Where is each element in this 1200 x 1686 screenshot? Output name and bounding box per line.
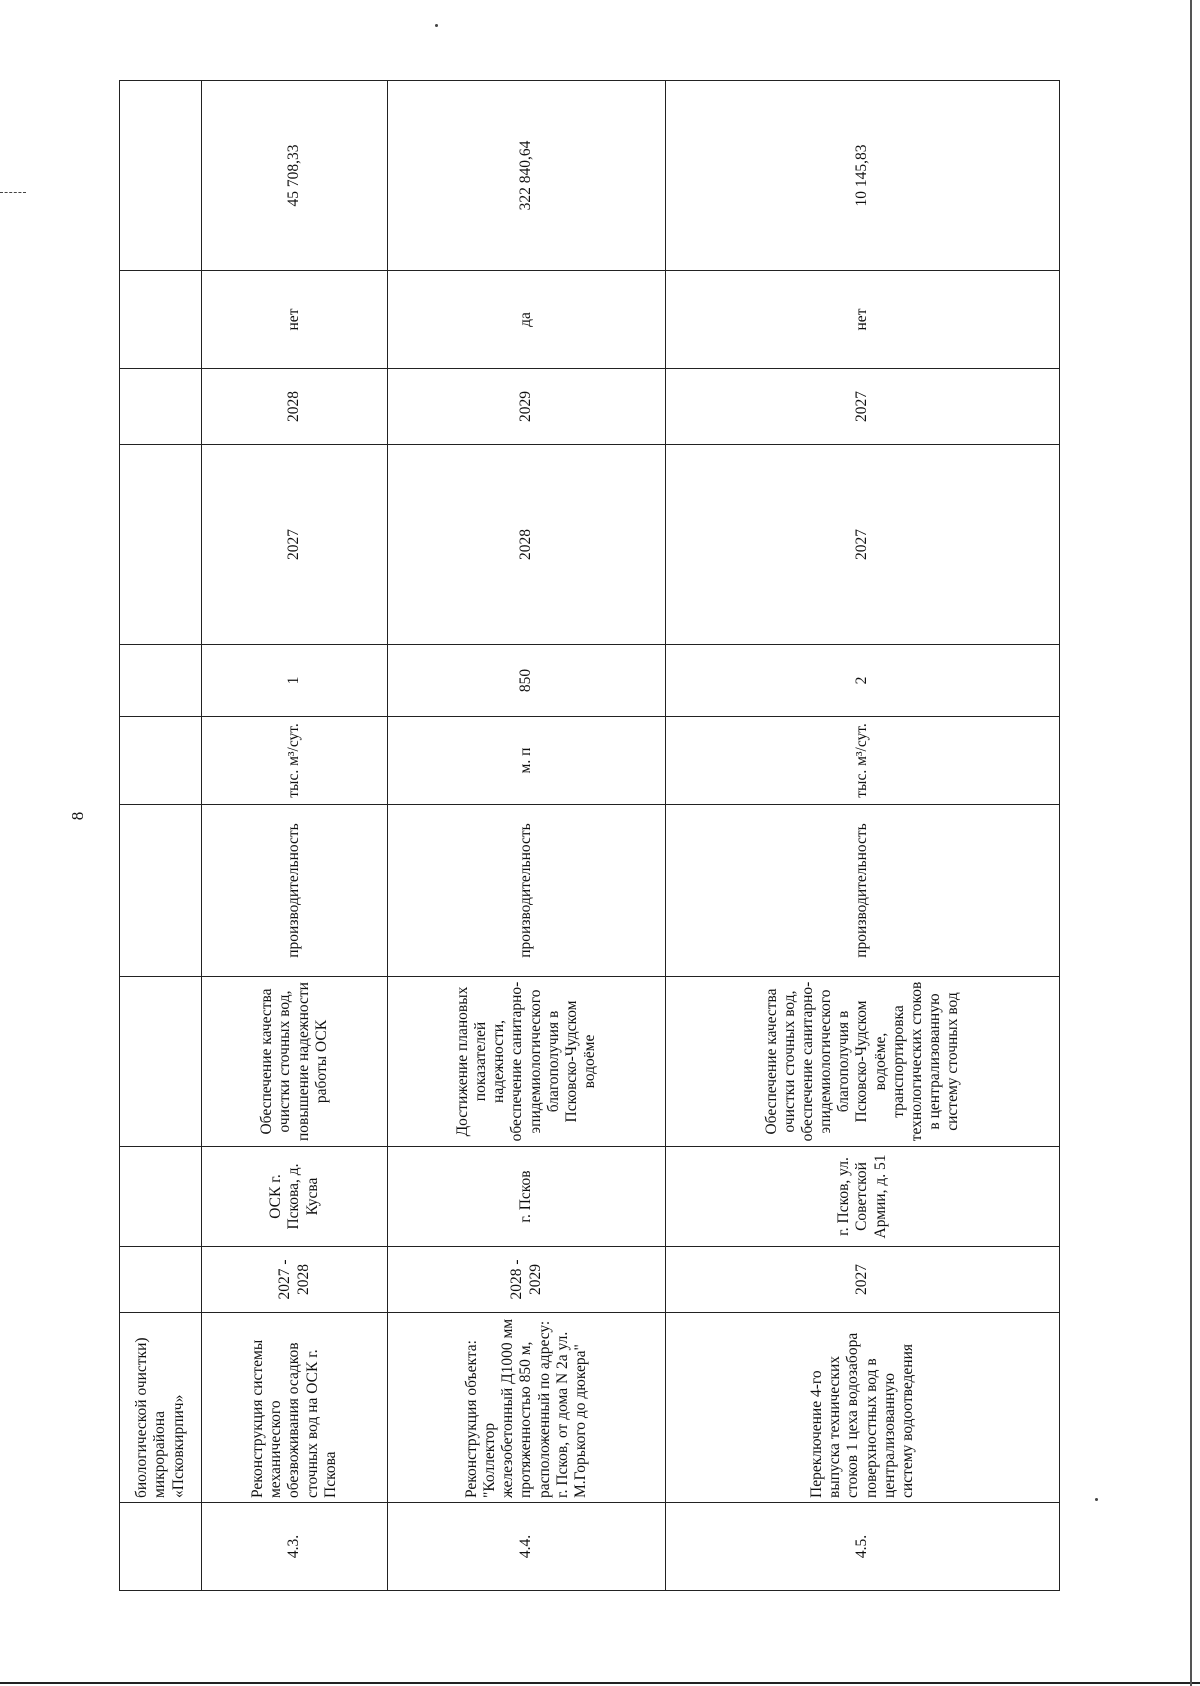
indicator: производительность: [666, 805, 1060, 977]
cost: 322 840,64: [388, 81, 666, 271]
indicator: производительность: [388, 805, 666, 977]
year-end: 2028: [202, 369, 388, 445]
indicator: производительность: [202, 805, 388, 977]
measure-name: Реконструкция объекта: "Коллектор железобетонный Д1000 мм протяженностью 850 м, расположенный по адресу: г. Псков, от дома N 2а ул. М.Горького до дюкера": [388, 1313, 666, 1503]
measure-name: Переключение 4-го выпуска технических стоков 1 цеха водозабора поверхностных вод в централизованную систему водоотведения: [666, 1313, 1060, 1503]
year-end: 2029: [388, 369, 666, 445]
table-row: [666, 81, 1060, 1591]
year-start: 2028: [388, 445, 666, 645]
location: г. Псков: [388, 1147, 666, 1247]
unit: м. п: [388, 717, 666, 805]
period: 2027: [666, 1247, 1060, 1313]
cost: 10 145,83: [666, 81, 1060, 271]
goal: Достижение плановых показателей надежности, обеспечение санитарно-эпидемиологического благополучия в Псковско-Чудском водоёме: [388, 977, 666, 1147]
row-number: 4.5.: [666, 1503, 1060, 1591]
continued-row: [120, 81, 202, 1591]
page-number: 8: [68, 811, 87, 821]
row-number: 4.3.: [202, 1503, 388, 1591]
period: 2028 - 2029: [388, 1247, 666, 1313]
goal: Обеспечение качества очистки сточных вод, повышение надежности работы ОСК: [202, 977, 388, 1147]
flag: нет: [666, 271, 1060, 369]
year-start: 2027: [202, 445, 388, 645]
investment-table: [119, 80, 1060, 1591]
location: ОСК г. Пскова, д. Кусва: [202, 1147, 388, 1247]
flag: нет: [202, 271, 388, 369]
continued-text: биологической очистки) микрорайона «Псковкирпич»: [120, 1313, 202, 1503]
location: г. Псков, ул. Советской Армии, д. 51: [666, 1147, 1060, 1247]
period: 2027 - 2028: [202, 1247, 388, 1313]
row-number: 4.4.: [388, 1503, 666, 1591]
table-row: [202, 81, 388, 1591]
cost: 45 708,33: [202, 81, 388, 271]
unit: тыс. м³/сут.: [666, 717, 1060, 805]
value: 2: [666, 645, 1060, 717]
goal: Обеспечение качества очистки сточных вод, обеспечение санитарно-эпидемиологического благополучия в Псковско-Чудском водоёме, транспортировка технологических стоков в централизованную систему сточных вод: [666, 977, 1060, 1147]
year-start: 2027: [666, 445, 1060, 645]
measure-name: Реконструкция системы механического обезвоживания осадков сточных вод на ОСК г. Пскова: [202, 1313, 388, 1503]
year-end: 2027: [666, 369, 1060, 445]
value: 850: [388, 645, 666, 717]
value: 1: [202, 645, 388, 717]
table-row: [388, 81, 666, 1591]
flag: да: [388, 271, 666, 369]
unit: тыс. м³/сут.: [202, 717, 388, 805]
